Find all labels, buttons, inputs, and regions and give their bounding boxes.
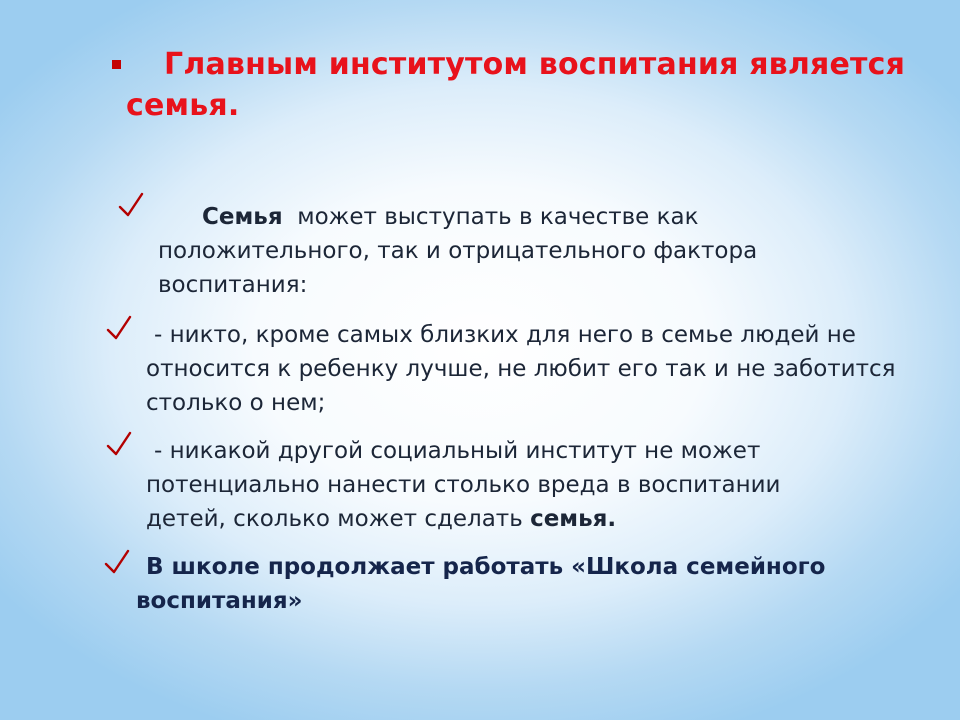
bullet-4-body: В школе продолжает работать «Школа семейного воспитания» [136,554,826,614]
bullet-3-text [146,434,846,536]
checkmark-icon [106,315,132,341]
slide-title: Главным институтом воспитания является семья. [126,47,906,123]
bullet-3-body: - никакой другой социальный институт не может потенциально нанести столько вреда в воспитании детей, сколько может сделать [146,438,781,532]
square-bullet-icon [112,60,121,69]
checkmark-icon [106,431,132,457]
checkmark-icon [118,192,144,218]
bullet-1-body: может выступать в качестве как положительного, так и отрицательного фактора воспитания: [158,204,758,298]
bullet-2-text [146,318,926,420]
checkmark-icon [104,549,130,575]
bullet-1-lead: Семья [202,204,283,230]
bullet-3-tail: семья. [530,506,617,532]
bullet-2-body: - никто, кроме самых близких для него в семье людей не относится к ребенку лучше, не любит его так и не заботится столько о нем; [146,322,896,416]
bullet-4-text [136,550,876,618]
bullet-1-text [158,200,848,302]
